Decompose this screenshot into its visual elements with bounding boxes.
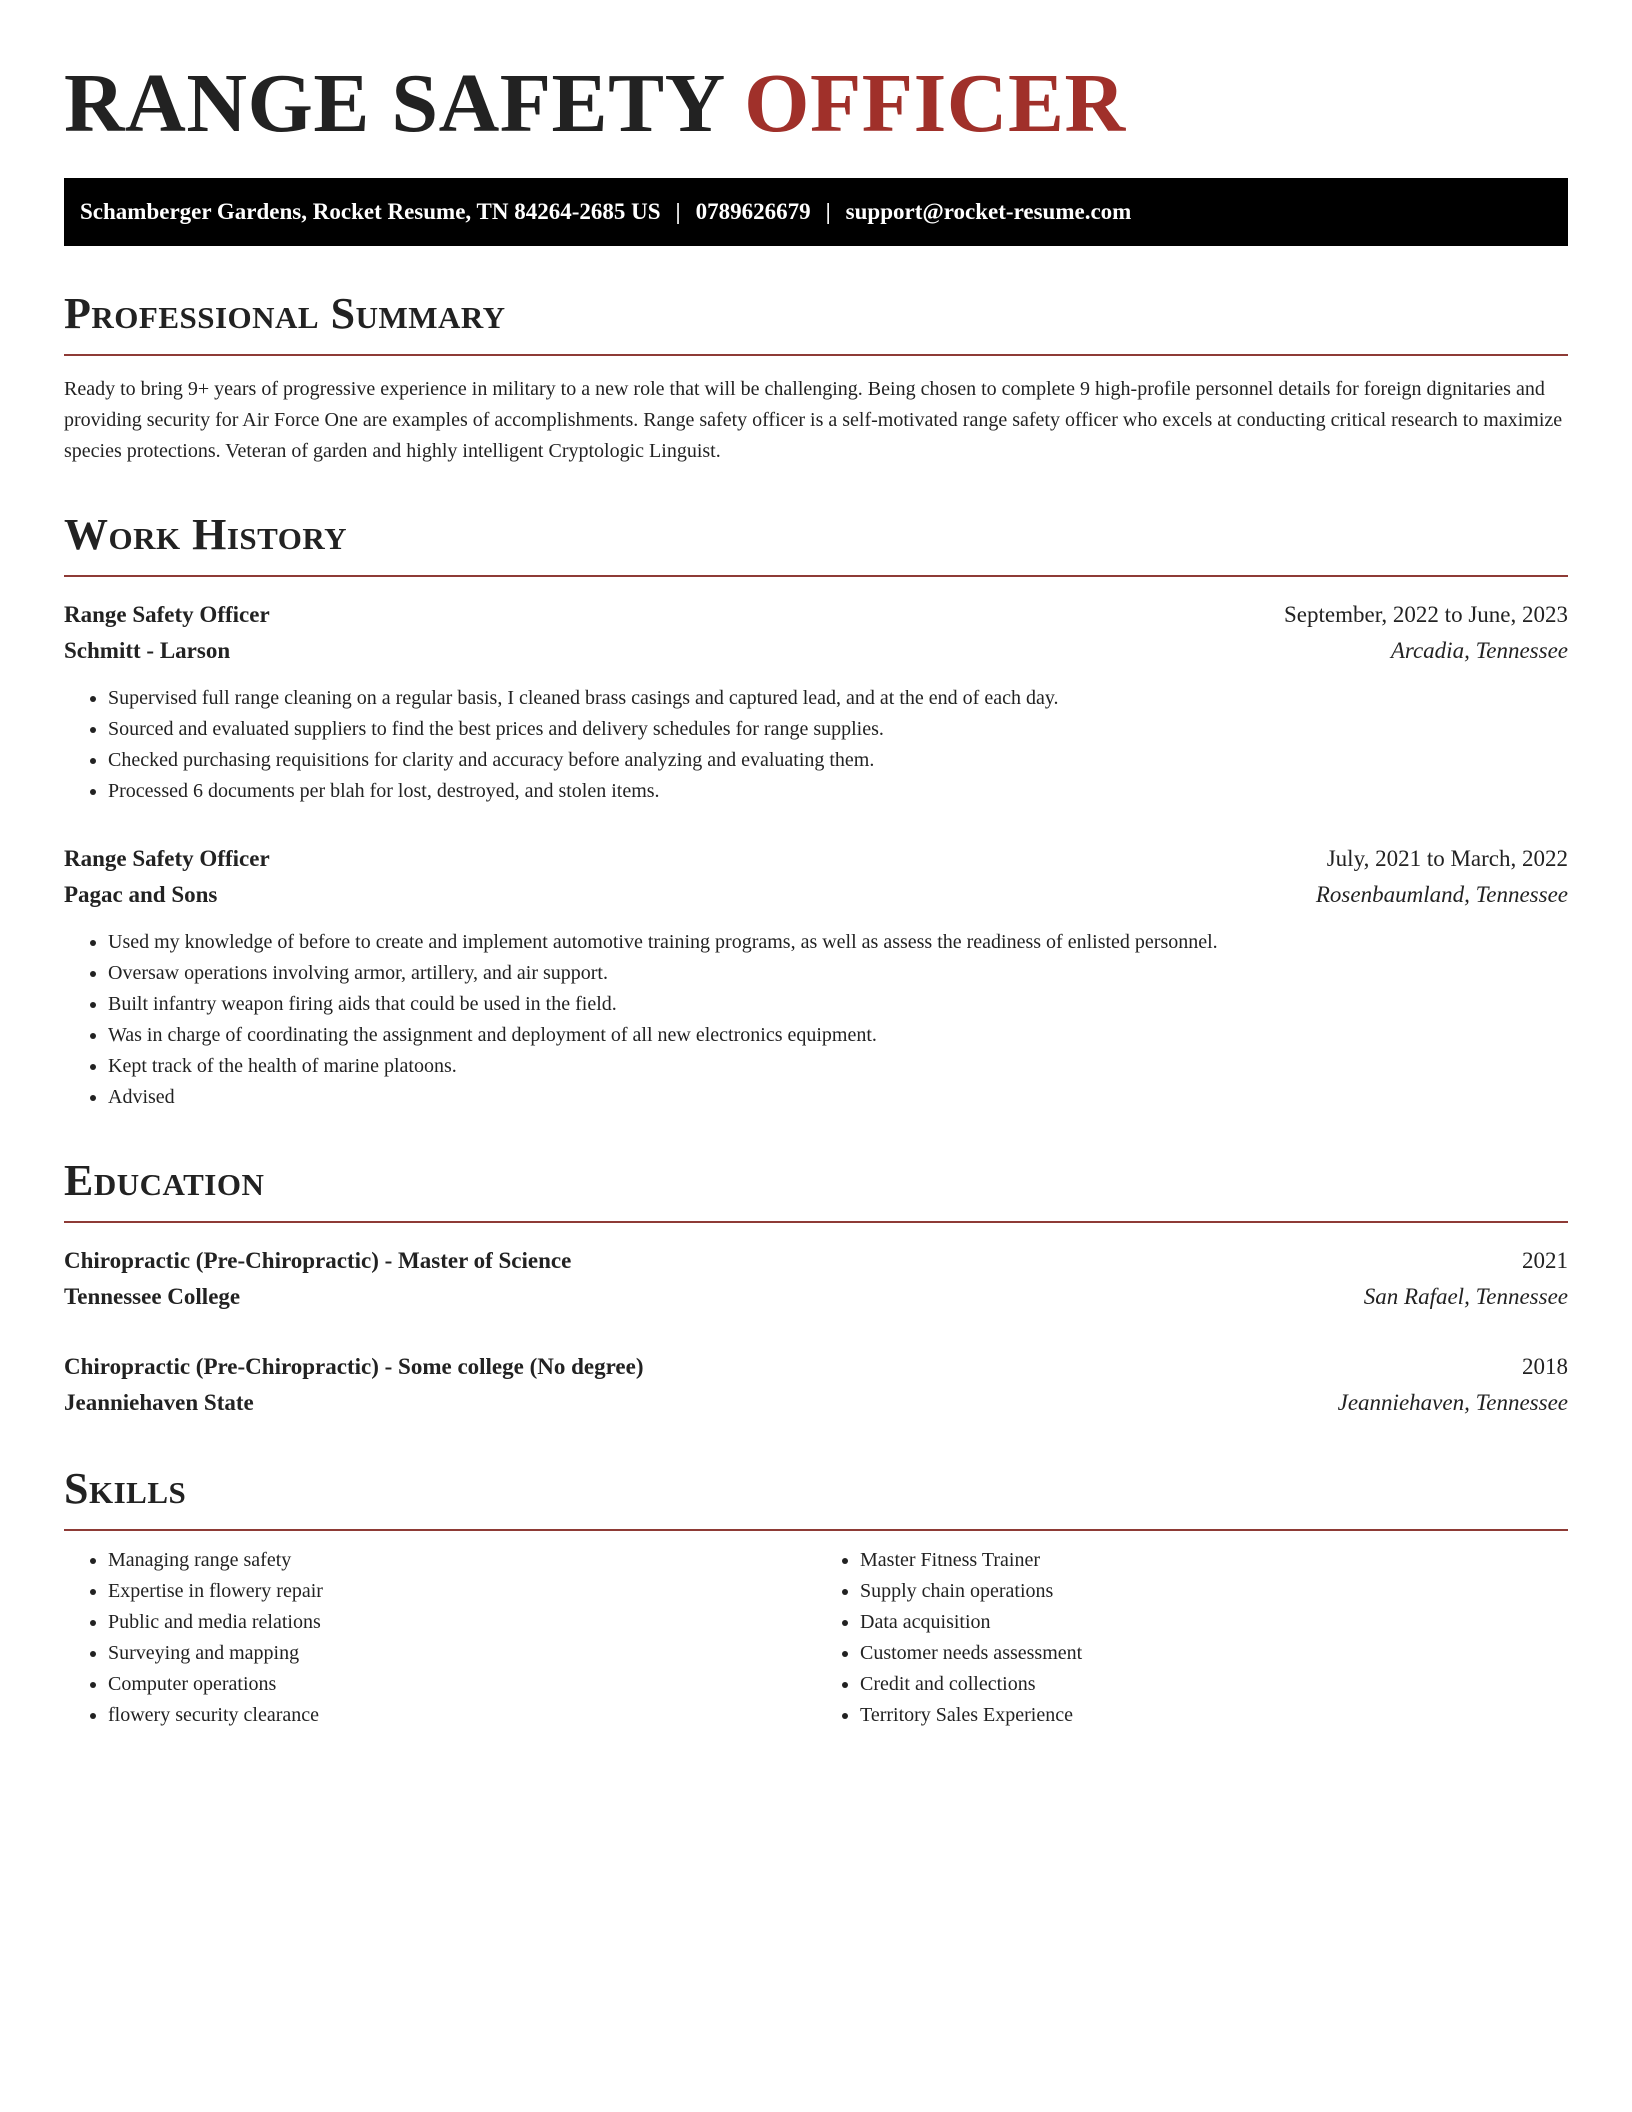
skills-list-right — [816, 1545, 1568, 1731]
contact-bar — [64, 178, 1568, 246]
skill-item: • Territory Sales Experience — [860, 1700, 1568, 1731]
skill-item: • Managing range safety — [108, 1545, 816, 1576]
school-location: San Rafael, Tennessee — [1363, 1284, 1568, 1309]
skill-item: • flowery security clearance — [108, 1700, 816, 1731]
job-entry — [64, 597, 1568, 807]
job-location: Arcadia, Tennessee — [1390, 638, 1568, 663]
skill-item: • Surveying and mapping — [108, 1638, 816, 1669]
summary-text: Ready to bring 9+ years of progressive experience in military to a new role that will be challenging. Being chosen to complete 9 high-profile personnel details for foreign dignitaries and providing security for Air Force One are examples of accomplishments. Range safety officer is a self-motivated range safety officer who excels at conducting critical research to maximize species protections. Veteran of garden and highly intelligent Cryptologic Linguist. — [64, 378, 1563, 462]
job-entry — [64, 841, 1568, 1113]
job-position: Range Safety Officer — [64, 602, 270, 627]
list-item: • Built infantry weapon firing aids that could be used in the field. — [108, 989, 1568, 1020]
skills-section — [64, 1463, 1568, 1731]
job-duties — [64, 683, 1568, 807]
job-company: Schmitt - Larson — [64, 638, 231, 663]
school-row — [64, 1385, 1568, 1421]
contact-email[interactable]: support@rocket-resume.com — [845, 199, 1132, 224]
degree-year: 2021 — [1522, 1248, 1568, 1273]
list-item: • Checked purchasing requisitions for clarity and accuracy before analyzing and evaluating them. — [108, 745, 1568, 776]
list-item: • Sourced and evaluated suppliers to find the best prices and delivery schedules for range supplies. — [108, 714, 1568, 745]
skills-list-left — [64, 1545, 816, 1731]
section-heading: Education — [64, 1155, 1568, 1223]
skill-item: • Data acquisition — [860, 1607, 1568, 1638]
contact-separator: | — [675, 199, 681, 224]
job-location: Rosenbaumland, Tennessee — [1315, 882, 1568, 907]
job-header-row — [64, 597, 1568, 633]
degree-row — [64, 1243, 1568, 1279]
list-item: • Oversaw operations involving armor, artillery, and air support. — [108, 958, 1568, 989]
job-dates: July, 2021 to March, 2022 — [1326, 846, 1568, 871]
section-heading: Professional Summary — [64, 288, 1568, 356]
job-position: Range Safety Officer — [64, 846, 270, 871]
education-entry — [64, 1243, 1568, 1315]
school-name: Tennessee College — [64, 1284, 241, 1309]
degree-row — [64, 1349, 1568, 1385]
job-header-row — [64, 841, 1568, 877]
skill-item: • Customer needs assessment — [860, 1638, 1568, 1669]
job-duties — [64, 927, 1568, 1113]
job-company-row — [64, 633, 1568, 669]
skill-item: • Credit and collections — [860, 1669, 1568, 1700]
job-dates: September, 2022 to June, 2023 — [1284, 602, 1568, 627]
section-heading: Skills — [64, 1463, 1568, 1531]
work-history-section — [64, 509, 1568, 1113]
skill-item: • Public and media relations — [108, 1607, 816, 1638]
contact-address: Schamberger Gardens, Rocket Resume, TN 84264-2685 US — [80, 199, 661, 224]
degree-year: 2018 — [1522, 1354, 1568, 1379]
education-section — [64, 1155, 1568, 1421]
job-company: Pagac and Sons — [64, 882, 218, 907]
list-item: • Used my knowledge of before to create and implement automotive training programs, as well as assess the readiness of enlisted personnel. — [108, 927, 1568, 958]
skills-columns — [64, 1545, 1568, 1731]
list-item: • Supervised full range cleaning on a regular basis, I cleaned brass casings and captured lead, and at the end of each day. — [108, 683, 1568, 714]
summary-section — [64, 288, 1568, 467]
resume-title — [64, 56, 1568, 152]
job-company-row — [64, 877, 1568, 913]
skill-item: • Supply chain operations — [860, 1576, 1568, 1607]
list-item: • Was in charge of coordinating the assignment and deployment of all new electronics equipment. — [108, 1020, 1568, 1051]
contact-phone: 0789626679 — [695, 199, 811, 224]
education-entry — [64, 1349, 1568, 1421]
school-name: Jeanniehaven State — [64, 1390, 254, 1415]
list-item: • Processed 6 documents per blah for lost, destroyed, and stolen items. — [108, 776, 1568, 807]
school-row — [64, 1279, 1568, 1315]
list-item: • Advised — [108, 1082, 1568, 1113]
list-item: • Kept track of the health of marine platoons. — [108, 1051, 1568, 1082]
title-accent: OFFICER — [744, 57, 1126, 150]
skill-item: • Master Fitness Trainer — [860, 1545, 1568, 1576]
title-main: RANGE SAFETY — [64, 57, 723, 150]
skill-item: • Expertise in flowery repair — [108, 1576, 816, 1607]
section-heading: Work History — [64, 509, 1568, 577]
school-location: Jeanniehaven, Tennessee — [1337, 1390, 1568, 1415]
degree-name: Chiropractic (Pre-Chiropractic) - Master of Science — [64, 1248, 572, 1273]
degree-name: Chiropractic (Pre-Chiropractic) - Some college (No degree) — [64, 1354, 644, 1379]
contact-separator: | — [825, 199, 831, 224]
skill-item: • Computer operations — [108, 1669, 816, 1700]
